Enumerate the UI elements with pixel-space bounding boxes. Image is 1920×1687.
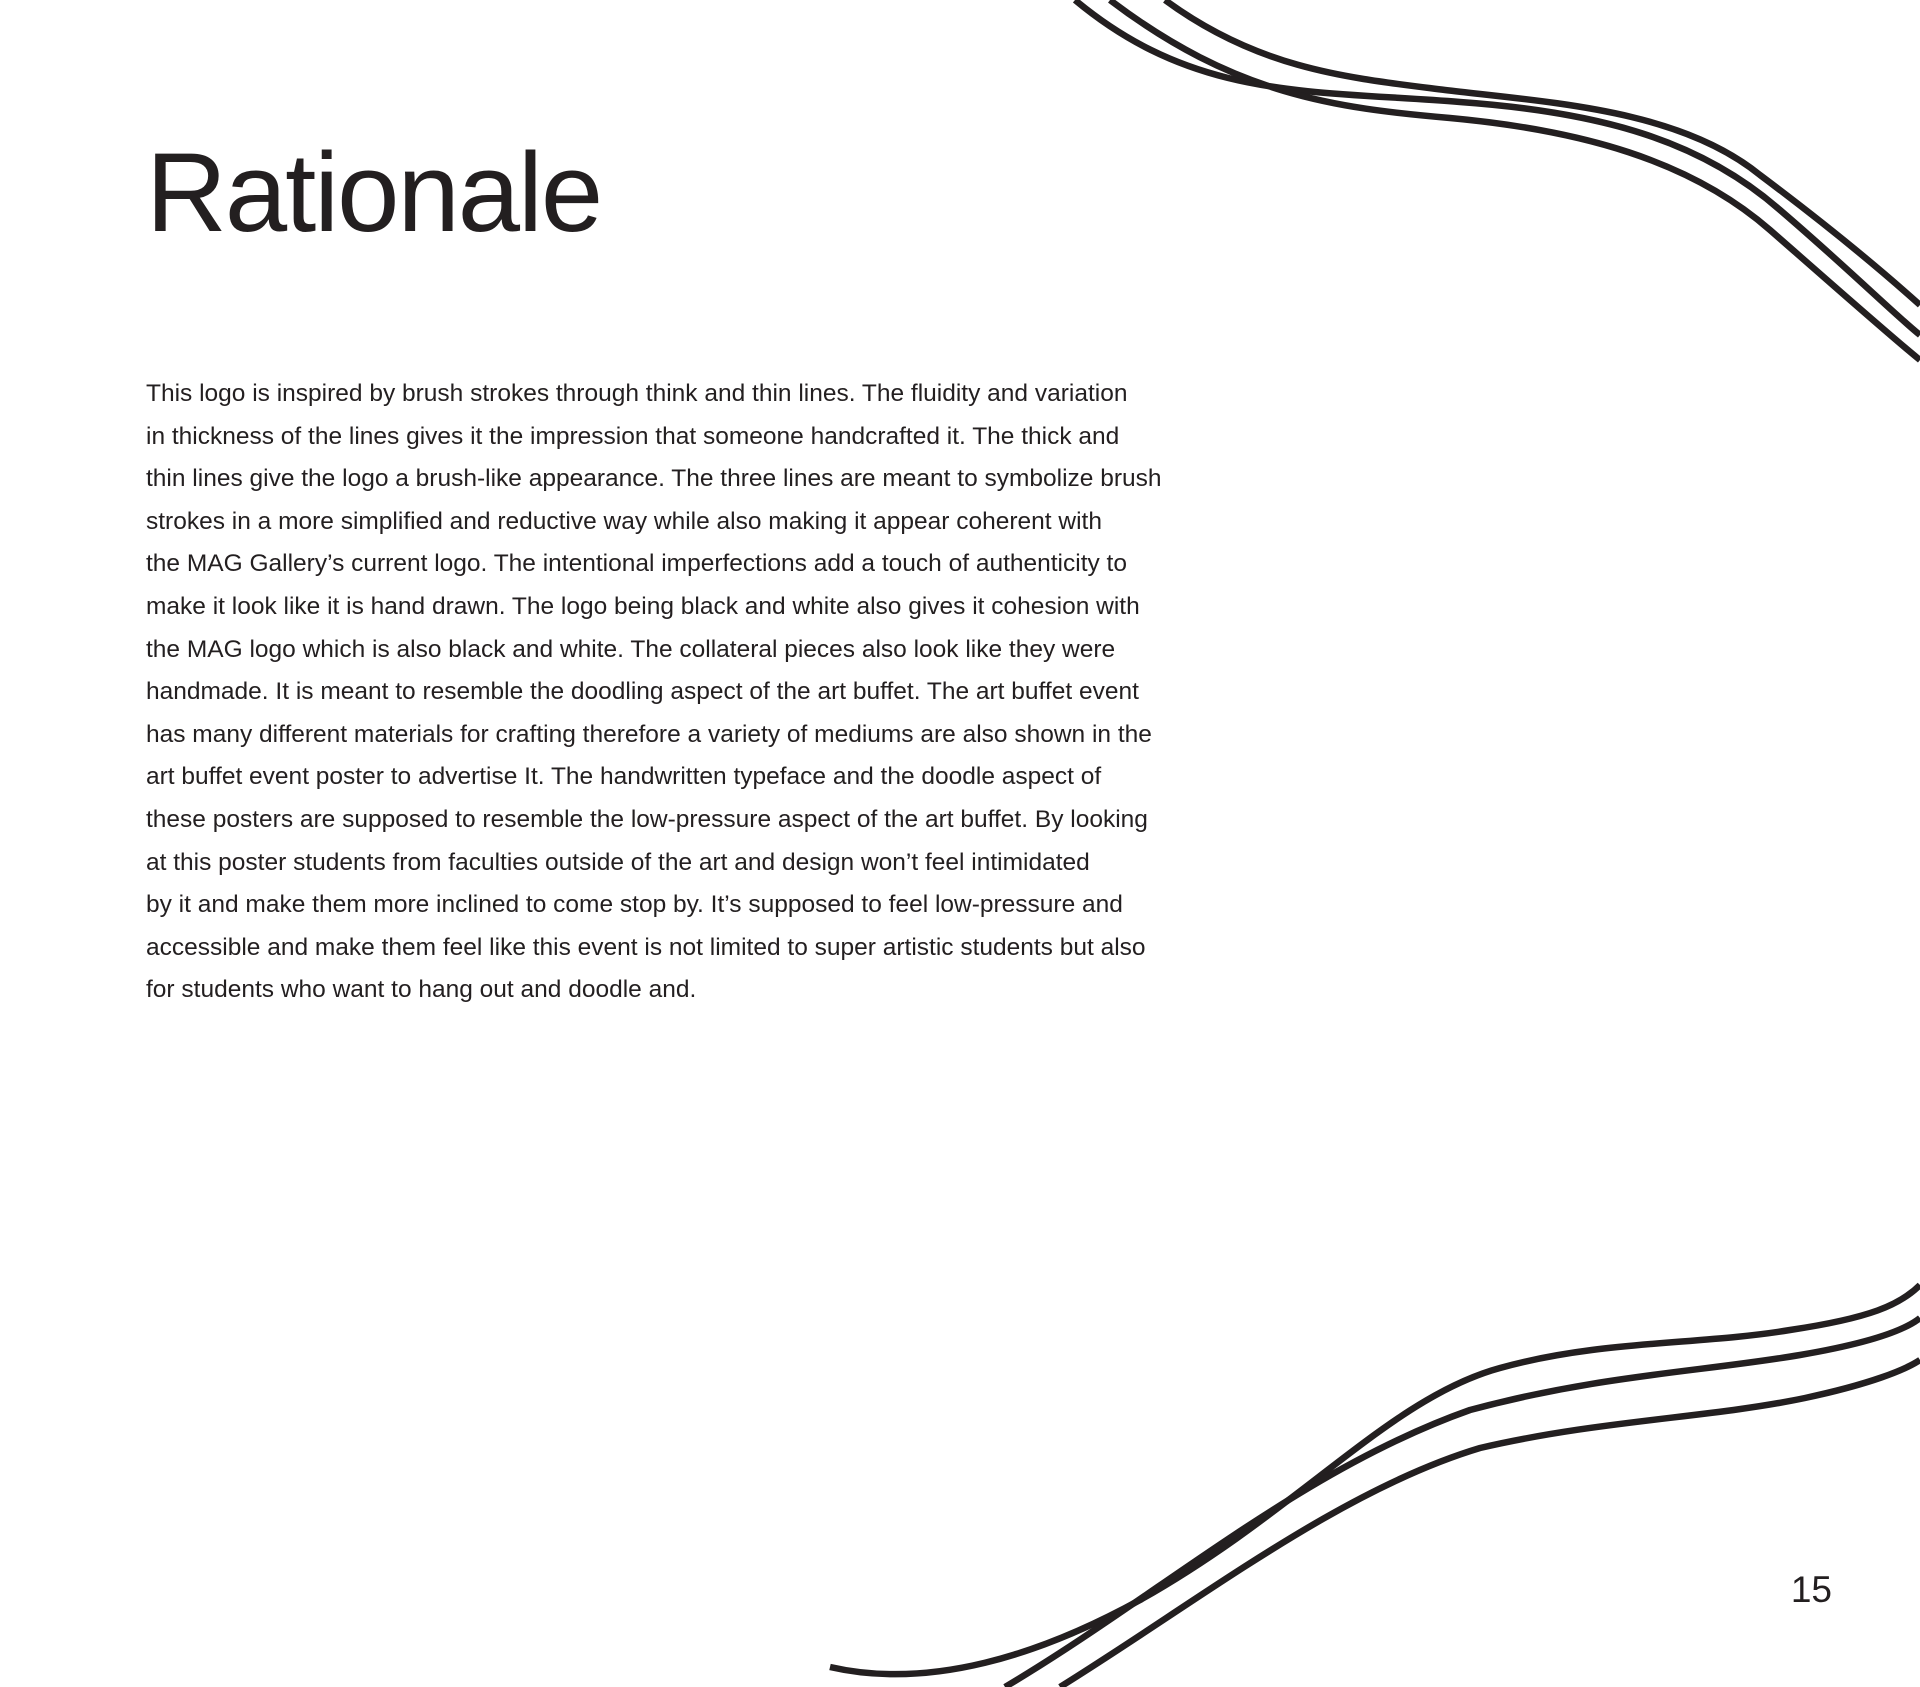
bottom-wave-line-3 (1060, 1360, 1920, 1687)
paragraph-line: the MAG logo which is also black and white. The collateral pieces also look like they were (146, 635, 1116, 663)
bottom-wave-line-2 (1005, 1318, 1920, 1687)
page-title: Rationale (146, 130, 602, 255)
paragraph-line: make it look like it is hand drawn. The logo being black and white also gives it cohesion with (146, 592, 1140, 620)
paragraph-line: the MAG Gallery’s current logo. The intentional imperfections add a touch of authenticity to (146, 550, 1127, 578)
paragraph-line: handmade. It is meant to resemble the doodling aspect of the art buffet. The art buffet event (146, 678, 1139, 706)
top-right-wavy-lines (1075, 0, 1920, 360)
paragraph-line: has many different materials for crafting therefore a variety of mediums are also shown in the (146, 720, 1152, 748)
bottom-right-wavy-lines (830, 1285, 1920, 1687)
paragraph-line: at this poster students from faculties outside of the art and design won’t feel intimidated (146, 848, 1090, 876)
paragraph-line: these posters are supposed to resemble the low-pressure aspect of the art buffet. By looking (146, 805, 1148, 833)
paragraph-line: strokes in a more simplified and reductive way while also making it appear coherent with (146, 507, 1102, 535)
bottom-wave-line-1 (830, 1285, 1920, 1674)
top-wave-line-1 (1075, 0, 1920, 335)
rationale-paragraph (146, 373, 1236, 1012)
page-number: 15 (1790, 1569, 1832, 1610)
paragraph-line: by it and make them more inclined to come stop by. It’s supposed to feel low-pressure and (146, 891, 1123, 919)
top-wave-line-2 (1110, 0, 1920, 360)
paragraph-line: This logo is inspired by brush strokes through think and thin lines. The fluidity and variation (146, 380, 1128, 407)
paragraph-line: thin lines give the logo a brush-like appearance. The three lines are meant to symbolize brush (146, 465, 1162, 493)
paragraph-line: accessible and make them feel like this event is not limited to super artistic students but also (146, 933, 1146, 961)
top-wave-line-3 (1165, 0, 1920, 305)
paragraph-line: in thickness of the lines gives it the impression that someone handcrafted it. The thick and (146, 422, 1120, 450)
paragraph-line: art buffet event poster to advertise It. The handwritten typeface and the doodle aspect of (146, 763, 1102, 791)
paragraph-line: for students who want to hang out and doodle and. (146, 976, 697, 1004)
